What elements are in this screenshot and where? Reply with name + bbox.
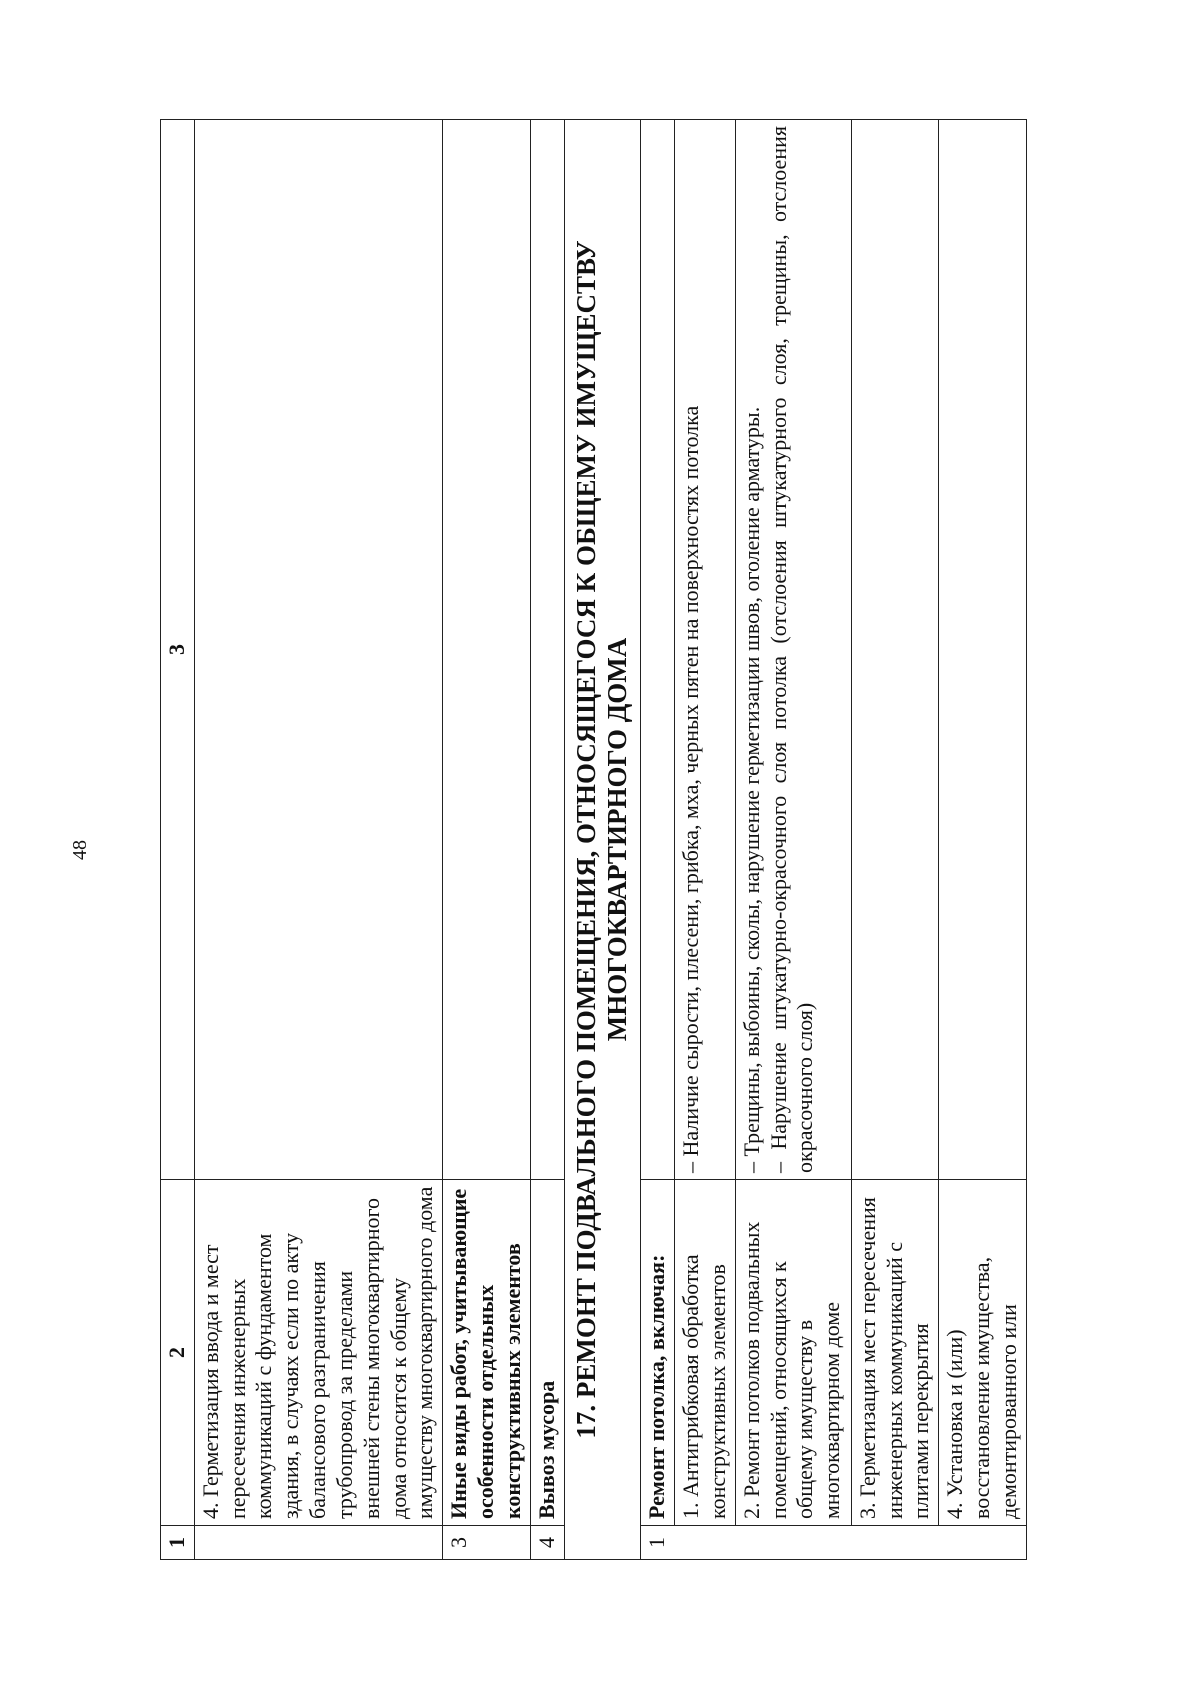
table-row — [675, 120, 736, 1560]
work-cell: 4. Установка и (или) восстановление имущества, демонтированного или — [939, 1180, 1026, 1526]
page-number: 48 — [68, 840, 91, 860]
defects-cell — [939, 120, 1026, 1180]
row-number: 4 — [530, 1526, 564, 1560]
defects-cell — [641, 120, 675, 1180]
defects-cell — [194, 120, 442, 1180]
header-col-3: 3 — [161, 120, 195, 1180]
work-cell: 3. Герметизация мест пересечения инженерных коммуникаций с плитами перекрытия — [851, 1180, 938, 1526]
work-cell: 4. Герметизация ввода и мест пересечения инженерных коммуникаций с фундаментом здания, в случаях если по акту балансового разграничения трубопровод за пределами внешней стены многоквартирного дома относится к общему имуществу многоквартирного дома — [194, 1180, 442, 1526]
defect-line: – Наличие сырости, плесени, грибка, мха, черных пятен на поверхностях потолка — [678, 405, 704, 1173]
defect-line: – Нарушение штукатурно-окрасочного слоя потолка (отслоения штукатурного слоя, трещины, отслоения окрасочного слоя) — [765, 126, 818, 1173]
row-number — [194, 1526, 442, 1560]
defects-table — [160, 119, 1027, 1560]
defects-cell — [735, 120, 851, 1180]
work-cell: 1. Антигрибковая обработка конструктивных элементов — [675, 1180, 736, 1526]
header-col-2: 2 — [161, 1180, 195, 1526]
row-number: 1 — [641, 1526, 1026, 1560]
work-cell: 2. Ремонт потолков подвальных помещений, относящихся к общему имуществу в многоквартирном доме — [735, 1180, 851, 1526]
defects-cell — [675, 120, 736, 1180]
table-row — [641, 120, 675, 1560]
table-header-row — [161, 120, 195, 1560]
table-row — [443, 120, 530, 1560]
defects-cell — [851, 120, 938, 1180]
work-cell: Иные виды работ, учитывающие особенности отдельных конструктивных элементов — [443, 1180, 530, 1526]
work-cell: Вывоз мусора — [530, 1180, 564, 1526]
rotated-table-container — [160, 120, 1040, 1560]
header-col-1: 1 — [161, 1526, 195, 1560]
table-row — [939, 120, 1026, 1560]
group-label: Ремонт потолка, включая: — [641, 1180, 675, 1526]
table-row — [530, 120, 564, 1560]
table-row — [735, 120, 851, 1560]
defects-cell — [530, 120, 564, 1180]
section-title-row — [564, 120, 641, 1560]
table-row — [194, 120, 442, 1560]
section-title: 17. РЕМОНТ ПОДВАЛЬНОГО ПОМЕЩЕНИЯ, ОТНОСЯЩЕГОСЯ К ОБЩЕМУ ИМУЩЕСТВУ МНОГОКВАРТИРНОГО ДОМА — [564, 120, 641, 1560]
table-row — [851, 120, 938, 1560]
row-number: 3 — [443, 1526, 530, 1560]
defect-line: – Трещины, выбоины, сколы, нарушение герметизации швов, оголение арматуры. — [738, 406, 764, 1173]
defects-cell — [443, 120, 530, 1180]
